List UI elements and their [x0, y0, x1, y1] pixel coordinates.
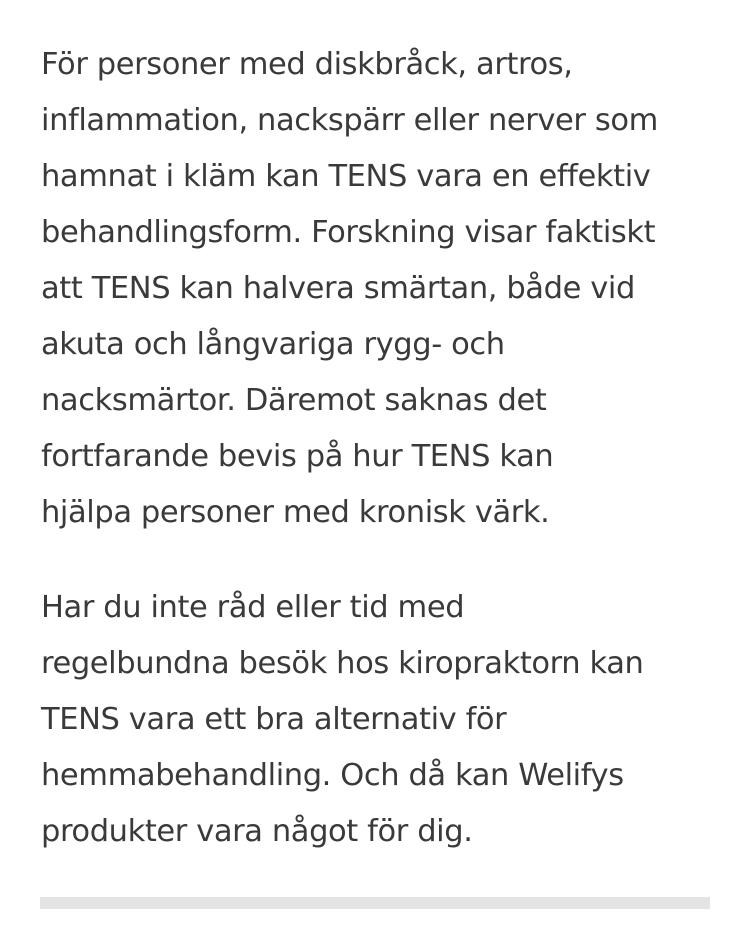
article-body [41, 37, 721, 860]
paragraph-line: inflammation, nackspärr eller nerver som [41, 103, 658, 138]
paragraph-line: fortfarande bevis på hur TENS kan [41, 439, 554, 474]
section-divider [40, 897, 710, 909]
paragraph-line: TENS vara ett bra alternativ för [41, 702, 507, 737]
paragraph-line: Har du inte råd eller tid med [41, 590, 465, 625]
paragraph-line: produkter vara något för dig. [41, 814, 473, 849]
paragraph-line: att TENS kan halvera smärtan, både vid [41, 271, 635, 306]
paragraph-line: hamnat i kläm kan TENS vara en effektiv [41, 159, 651, 194]
paragraph-line: akuta och långvariga rygg- och [41, 327, 505, 362]
paragraph-home-treatment [41, 580, 721, 860]
paragraph-tens-conditions [41, 37, 721, 541]
paragraph-line: regelbundna besök hos kiropraktorn kan [41, 646, 644, 681]
paragraph-line: nacksmärtor. Däremot saknas det [41, 383, 547, 418]
paragraph-line: hjälpa personer med kronisk värk. [41, 495, 550, 530]
paragraph-line: För personer med diskbråck, artros, [41, 47, 573, 82]
paragraph-line: hemmabehandling. Och då kan Welifys [41, 758, 624, 793]
paragraph-line: behandlingsform. Forskning visar faktiskt [41, 215, 656, 250]
